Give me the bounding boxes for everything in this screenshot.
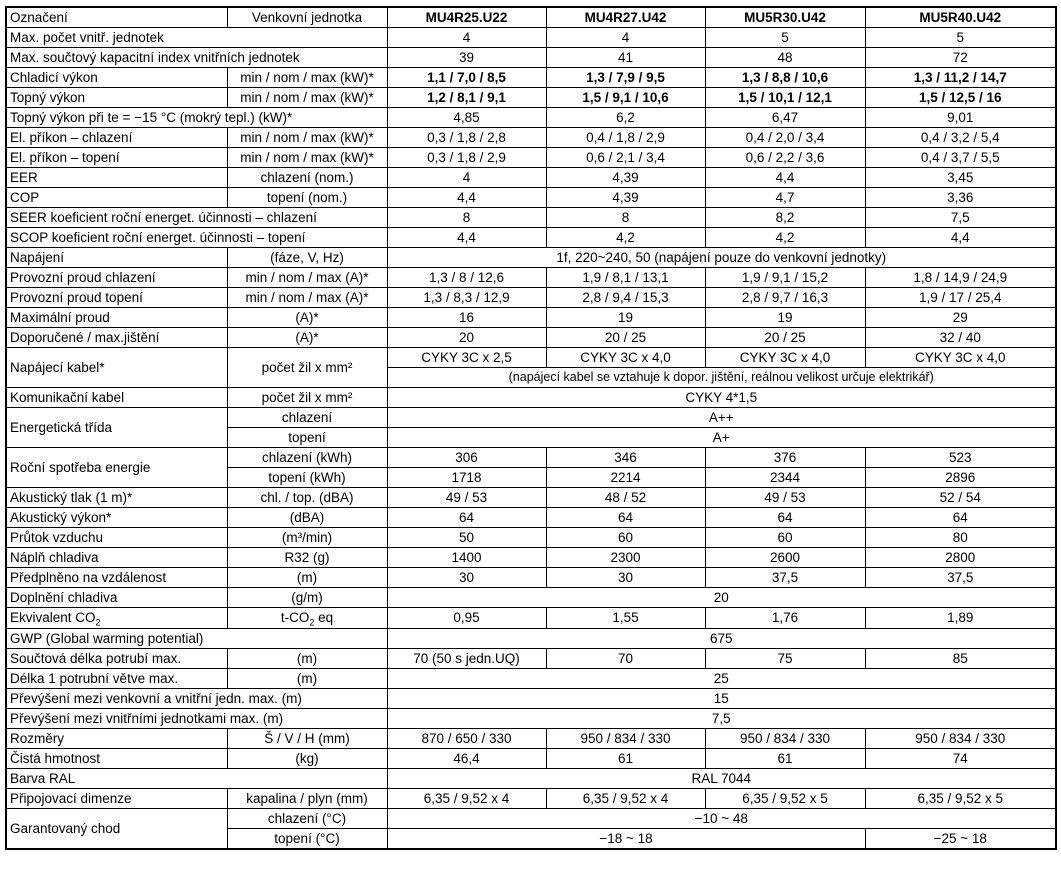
table-row — [6, 308, 1056, 328]
row-label: Doplnění chladiva — [6, 588, 227, 608]
cell-value: 4,85 — [387, 108, 546, 128]
cell-value: 60 — [705, 528, 865, 548]
row-unit: (g/m) — [227, 588, 387, 608]
cell-value: 6,35 / 9,52 x 4 — [387, 789, 546, 809]
cell-value: 6,2 — [546, 108, 705, 128]
cell-value: 50 — [387, 528, 546, 548]
model-header: MU4R25.U22 — [387, 7, 546, 28]
cell-value: 41 — [546, 48, 705, 68]
cell-value: 61 — [546, 749, 705, 769]
table-row — [6, 108, 1056, 128]
table-row — [6, 789, 1056, 809]
cell-value: 1400 — [387, 548, 546, 568]
table-row — [6, 528, 1056, 548]
outdoor-unit-header: Venkovní jednotka — [227, 7, 387, 28]
cell-value: 1f, 220~240, 50 (napájení pouze do venkovní jednotky) — [387, 248, 1056, 268]
row-label: Komunikační kabel — [6, 388, 227, 408]
row-label: Max. součtový kapacitní index vnitřních jednotek — [6, 48, 387, 68]
table-row — [6, 689, 1056, 709]
row-unit: min / nom / max (kW)* — [227, 68, 387, 88]
cell-value: 7,5 — [387, 709, 1056, 729]
row-label: Max. počet vnitř. jednotek — [6, 28, 387, 48]
cell-value: 80 — [865, 528, 1056, 548]
row-unit: topení (°C) — [227, 829, 387, 850]
cell-value: 48 — [705, 48, 865, 68]
cell-value: 16 — [387, 308, 546, 328]
row-unit: počet žil x mm² — [227, 388, 387, 408]
cell-value: 1,3 / 7,9 / 9,5 — [546, 68, 705, 88]
table-row — [6, 168, 1056, 188]
cell-value: 870 / 650 / 330 — [387, 729, 546, 749]
row-unit: topení (nom.) — [227, 188, 387, 208]
table-row — [6, 548, 1056, 568]
table-row — [6, 68, 1056, 88]
row-label: Akustický výkon* — [6, 508, 227, 528]
cell-value: 4 — [546, 28, 705, 48]
table-row — [6, 48, 1056, 68]
table-row — [6, 28, 1056, 48]
table-row — [6, 228, 1056, 248]
cell-value: 6,35 / 9,52 x 5 — [865, 789, 1056, 809]
cell-value: A++ — [387, 408, 1056, 428]
row-label: Doporučené / max.jištění — [6, 328, 227, 348]
table-row — [6, 649, 1056, 669]
row-label: Součtová délka potrubí max. — [6, 649, 227, 669]
cell-value: 950 / 834 / 330 — [865, 729, 1056, 749]
model-header: MU4R27.U42 — [546, 7, 705, 28]
designation-header: Označení — [6, 7, 227, 28]
row-unit: min / nom / max (kW)* — [227, 88, 387, 108]
row-unit: chl. / top. (dBA) — [227, 488, 387, 508]
row-label: Garantovaný chod — [6, 809, 227, 850]
row-label: Převýšení mezi vnitřními jednotkami max. (m) — [6, 709, 387, 729]
cell-value: 523 — [865, 448, 1056, 468]
model-header: MU5R40.U42 — [865, 7, 1056, 28]
cell-value: 1,5 / 9,1 / 10,6 — [546, 88, 705, 108]
cell-value: 8,2 — [705, 208, 865, 228]
row-unit: min / nom / max (A)* — [227, 268, 387, 288]
cell-value: 1,3 / 8,3 / 12,9 — [387, 288, 546, 308]
cell-value: 0,4 / 1,8 / 2,9 — [546, 128, 705, 148]
row-unit: (A)* — [227, 328, 387, 348]
row-label: Náplň chladiva — [6, 548, 227, 568]
cable-note: (napájecí kabel se vztahuje k dopor. jištění, reálnou velikost určuje elektrikář) — [387, 368, 1056, 388]
cell-value: 1,55 — [546, 608, 705, 629]
cell-value: −25 ~ 18 — [865, 829, 1056, 850]
table-row — [6, 448, 1056, 468]
cell-value: 52 / 54 — [865, 488, 1056, 508]
row-label: EER — [6, 168, 227, 188]
row-label: Topný výkon při te = −15 °C (mokrý tepl.) (kW)* — [6, 108, 387, 128]
cell-value: 49 / 53 — [387, 488, 546, 508]
cell-value: 5 — [705, 28, 865, 48]
row-unit: topení — [227, 428, 387, 448]
cell-value: 20 — [387, 588, 1056, 608]
cell-value: 37,5 — [705, 568, 865, 588]
cell-value: 64 — [865, 508, 1056, 528]
row-label: SCOP koeficient roční energet. účinnosti – topení — [6, 228, 387, 248]
row-label: Maximální proud — [6, 308, 227, 328]
row-unit: kapalina / plyn (mm) — [227, 789, 387, 809]
cell-value: 39 — [387, 48, 546, 68]
cell-value: 346 — [546, 448, 705, 468]
row-unit: (fáze, V, Hz) — [227, 248, 387, 268]
cell-value: 1,89 — [865, 608, 1056, 629]
cell-value: 48 / 52 — [546, 488, 705, 508]
cell-value: 4,4 — [705, 168, 865, 188]
cell-value: 85 — [865, 649, 1056, 669]
cell-value: 8 — [387, 208, 546, 228]
cell-value: 2,8 / 9,7 / 16,3 — [705, 288, 865, 308]
cell-value: 64 — [546, 508, 705, 528]
table-row — [6, 348, 1056, 368]
cell-value: 0,6 / 2,2 / 3,6 — [705, 148, 865, 168]
cell-value: 4 — [387, 168, 546, 188]
co2-label: Ekvivalent CO — [10, 610, 96, 625]
cell-value: 4,4 — [387, 188, 546, 208]
cell-value: 0,6 / 2,1 / 3,4 — [546, 148, 705, 168]
table-row — [6, 809, 1056, 829]
table-row — [6, 568, 1056, 588]
cell-value: 6,35 / 9,52 x 5 — [705, 789, 865, 809]
cell-value: 30 — [387, 568, 546, 588]
row-unit: topení (kWh) — [227, 468, 387, 488]
table-row — [6, 749, 1056, 769]
cell-value: 2,8 / 9,4 / 15,3 — [546, 288, 705, 308]
cell-value: 1,3 / 11,2 / 14,7 — [865, 68, 1056, 88]
cell-value: 0,95 — [387, 608, 546, 629]
cell-value: 7,5 — [865, 208, 1056, 228]
cell-value: A+ — [387, 428, 1056, 448]
cell-value: 15 — [387, 689, 1056, 709]
cell-value: CYKY 3C x 4,0 — [865, 348, 1056, 368]
cell-value: 6,35 / 9,52 x 4 — [546, 789, 705, 809]
table-row — [6, 729, 1056, 749]
cell-value: 6,47 — [705, 108, 865, 128]
cell-value: CYKY 3C x 4,0 — [546, 348, 705, 368]
cell-value: 306 — [387, 448, 546, 468]
co2-label-sub: 2 — [95, 617, 101, 628]
cell-value: 1,3 / 8 / 12,6 — [387, 268, 546, 288]
cell-value: 2344 — [705, 468, 865, 488]
cell-value: 950 / 834 / 330 — [546, 729, 705, 749]
co2-unit-sub: 2 — [309, 617, 315, 628]
cell-value: 37,5 — [865, 568, 1056, 588]
cell-value: 4,4 — [387, 228, 546, 248]
row-unit: Š / V / H (mm) — [227, 729, 387, 749]
row-unit: R32 (g) — [227, 548, 387, 568]
cell-value: 20 — [387, 328, 546, 348]
row-unit: min / nom / max (kW)* — [227, 128, 387, 148]
table-row — [6, 268, 1056, 288]
table-row — [6, 709, 1056, 729]
model-header: MU5R30.U42 — [705, 7, 865, 28]
table-row — [6, 208, 1056, 228]
row-label: Délka 1 potrubní větve max. — [6, 669, 227, 689]
cell-value: 4,2 — [546, 228, 705, 248]
cell-value: 1,3 / 8,8 / 10,6 — [705, 68, 865, 88]
table-row — [6, 669, 1056, 689]
table-row — [6, 388, 1056, 408]
row-label: Napájecí kabel* — [6, 348, 227, 388]
row-label: Provozní proud topení — [6, 288, 227, 308]
row-label: El. příkon – chlazení — [6, 128, 227, 148]
cell-value: 3,36 — [865, 188, 1056, 208]
cell-value: 49 / 53 — [705, 488, 865, 508]
cell-value: 950 / 834 / 330 — [705, 729, 865, 749]
row-unit: počet žil x mm² — [227, 348, 387, 388]
row-label: Předplněno na vzdálenost — [6, 568, 227, 588]
cell-value: CYKY 3C x 4,0 — [705, 348, 865, 368]
row-unit: (A)* — [227, 308, 387, 328]
table-row — [6, 588, 1056, 608]
cell-value: 75 — [705, 649, 865, 669]
cell-value: CYKY 4*1,5 — [387, 388, 1056, 408]
row-unit: chlazení (°C) — [227, 809, 387, 829]
cell-value: 0,3 / 1,8 / 2,9 — [387, 148, 546, 168]
row-unit: chlazení (nom.) — [227, 168, 387, 188]
table-row — [6, 248, 1056, 268]
row-unit: (m) — [227, 568, 387, 588]
cell-value: 0,3 / 1,8 / 2,8 — [387, 128, 546, 148]
cell-value: 25 — [387, 669, 1056, 689]
cell-value: 1,1 / 7,0 / 8,5 — [387, 68, 546, 88]
cell-value: RAL 7044 — [387, 769, 1056, 789]
table-row — [6, 148, 1056, 168]
row-label: Připojovací dimenze — [6, 789, 227, 809]
row-unit: chlazení (kWh) — [227, 448, 387, 468]
row-label: Průtok vzduchu — [6, 528, 227, 548]
row-label: SEER koeficient roční energet. účinnosti – chlazení — [6, 208, 387, 228]
row-label: Topný výkon — [6, 88, 227, 108]
row-label: Roční spotřeba energie — [6, 448, 227, 488]
cell-value: 4,39 — [546, 188, 705, 208]
table-row — [6, 488, 1056, 508]
row-label: Barva RAL — [6, 769, 387, 789]
row-label: Provozní proud chlazení — [6, 268, 227, 288]
row-unit: min / nom / max (kW)* — [227, 148, 387, 168]
cell-value: 19 — [705, 308, 865, 328]
cell-value: 1,9 / 8,1 / 13,1 — [546, 268, 705, 288]
cell-value: −10 ~ 48 — [387, 809, 1056, 829]
cell-value: 19 — [546, 308, 705, 328]
row-label: Chladicí výkon — [6, 68, 227, 88]
cell-value: CYKY 3C x 2,5 — [387, 348, 546, 368]
cell-value: 64 — [705, 508, 865, 528]
cell-value: 4 — [387, 28, 546, 48]
row-unit: (m³/min) — [227, 528, 387, 548]
row-unit: chlazení — [227, 408, 387, 428]
cell-value: 64 — [387, 508, 546, 528]
cell-value: 1,9 / 9,1 / 15,2 — [705, 268, 865, 288]
row-label: Rozměry — [6, 729, 227, 749]
row-label: Energetická třída — [6, 408, 227, 448]
row-unit: (m) — [227, 669, 387, 689]
cell-value: 32 / 40 — [865, 328, 1056, 348]
row-label: Napájení — [6, 248, 227, 268]
spec-table — [5, 6, 1057, 850]
row-label: El. příkon – topení — [6, 148, 227, 168]
table-row — [6, 408, 1056, 428]
cell-value: 1,76 — [705, 608, 865, 629]
co2-unit: t-CO — [280, 610, 310, 625]
cell-value: 675 — [387, 629, 1056, 649]
table-row — [6, 288, 1056, 308]
table-row — [6, 188, 1056, 208]
cell-value: 1,2 / 8,1 / 9,1 — [387, 88, 546, 108]
cell-value: 29 — [865, 308, 1056, 328]
cell-value: 0,4 / 3,2 / 5,4 — [865, 128, 1056, 148]
row-unit: min / nom / max (A)* — [227, 288, 387, 308]
table-row — [6, 328, 1056, 348]
table-row — [6, 508, 1056, 528]
header-row — [6, 7, 1056, 28]
table-row — [6, 629, 1056, 649]
cell-value: 4,39 — [546, 168, 705, 188]
cell-value: 20 / 25 — [705, 328, 865, 348]
row-unit: (dBA) — [227, 508, 387, 528]
cell-value: 46,4 — [387, 749, 546, 769]
cell-value: 4,2 — [705, 228, 865, 248]
cell-value: 8 — [546, 208, 705, 228]
row-unit — [227, 608, 387, 629]
cell-value: 2896 — [865, 468, 1056, 488]
row-unit: (m) — [227, 649, 387, 669]
table-row — [6, 769, 1056, 789]
table-row — [6, 88, 1056, 108]
cell-value: 60 — [546, 528, 705, 548]
cell-value: 30 — [546, 568, 705, 588]
cell-value: 74 — [865, 749, 1056, 769]
row-label: Akustický tlak (1 m)* — [6, 488, 227, 508]
cell-value: 4,4 — [865, 228, 1056, 248]
row-unit: (kg) — [227, 749, 387, 769]
cell-value: −18 ~ 18 — [387, 829, 865, 850]
cell-value: 70 — [546, 649, 705, 669]
cell-value: 2300 — [546, 548, 705, 568]
cell-value: 2600 — [705, 548, 865, 568]
cell-value: 5 — [865, 28, 1056, 48]
row-label: GWP (Global warming potential) — [6, 629, 387, 649]
row-label — [6, 608, 227, 629]
co2-unit-tail: eq — [314, 610, 334, 625]
cell-value: 1,9 / 17 / 25,4 — [865, 288, 1056, 308]
cell-value: 1,5 / 10,1 / 12,1 — [705, 88, 865, 108]
cell-value: 1,8 / 14,9 / 24,9 — [865, 268, 1056, 288]
row-label: Převýšení mezi venkovní a vnitřní jedn. max. (m) — [6, 689, 387, 709]
table-row — [6, 128, 1056, 148]
cell-value: 0,4 / 2,0 / 3,4 — [705, 128, 865, 148]
cell-value: 61 — [705, 749, 865, 769]
row-label: COP — [6, 188, 227, 208]
table-row — [6, 608, 1056, 629]
row-label: Čistá hmotnost — [6, 749, 227, 769]
cell-value: 72 — [865, 48, 1056, 68]
cell-value: 9,01 — [865, 108, 1056, 128]
cell-value: 20 / 25 — [546, 328, 705, 348]
cell-value: 1718 — [387, 468, 546, 488]
cell-value: 0,4 / 3,7 / 5,5 — [865, 148, 1056, 168]
cell-value: 2800 — [865, 548, 1056, 568]
cell-value: 4,7 — [705, 188, 865, 208]
cell-value: 1,5 / 12,5 / 16 — [865, 88, 1056, 108]
cell-value: 2214 — [546, 468, 705, 488]
cell-value: 70 (50 s jedn.UQ) — [387, 649, 546, 669]
cell-value: 376 — [705, 448, 865, 468]
cell-value: 3,45 — [865, 168, 1056, 188]
